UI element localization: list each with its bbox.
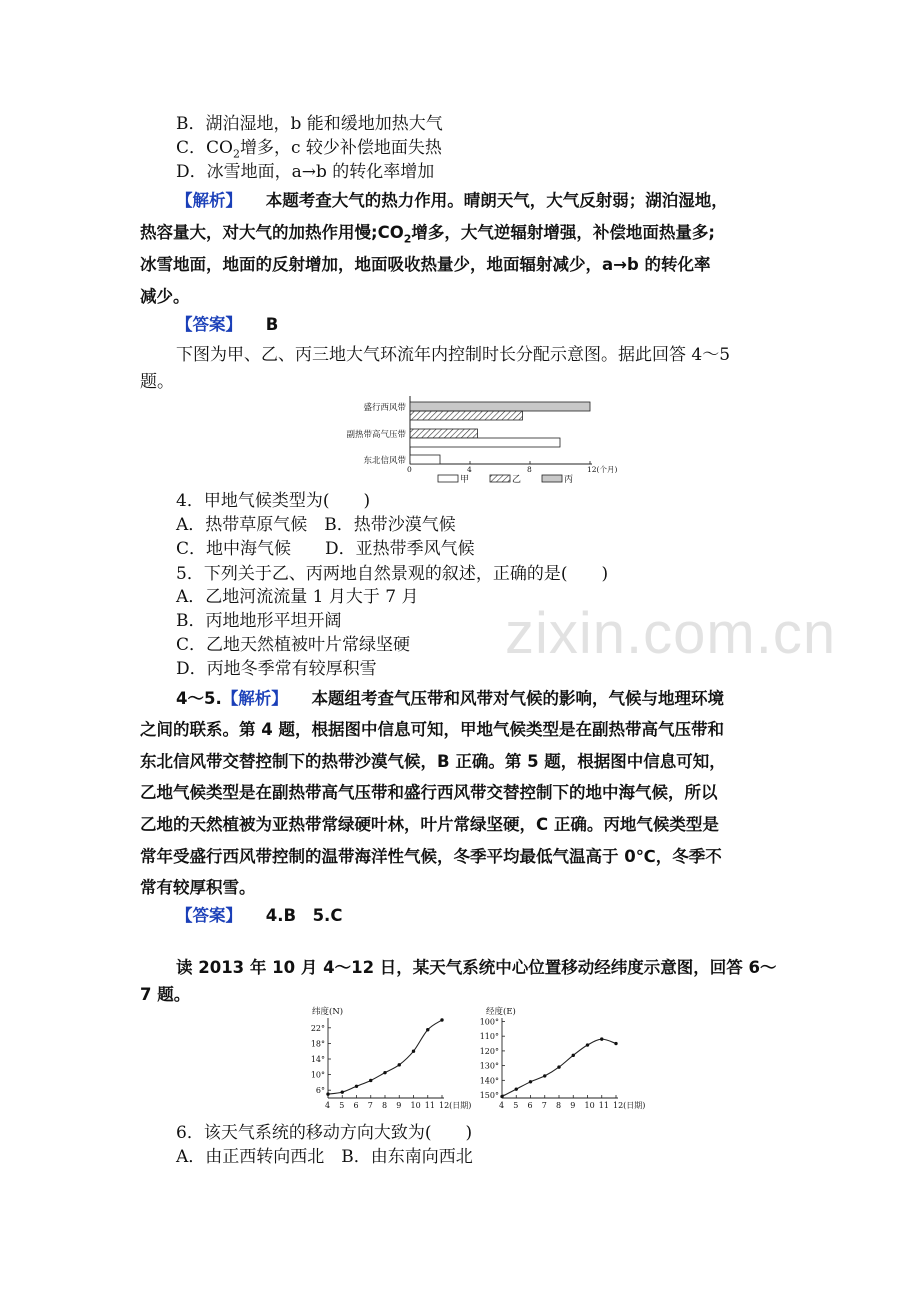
q3-answer: 【答案】 B: [176, 315, 279, 334]
x-tick-label: 4: [325, 1101, 331, 1110]
q5-option-d: D．丙地冬季常有较厚积雪: [176, 659, 377, 679]
data-point: [412, 1050, 415, 1053]
latitude-line-chart: [296, 1004, 472, 1116]
x-tick-label: 9: [570, 1101, 576, 1110]
y-tick-label: 10°: [310, 1070, 325, 1080]
data-point: [383, 1071, 386, 1074]
watermark: zixin.com.cn: [505, 601, 837, 666]
legend-label: 丙: [564, 475, 574, 485]
x-tick-label: 7: [367, 1101, 373, 1110]
y-tick-label: 14°: [310, 1055, 325, 1064]
data-point: [543, 1074, 546, 1077]
q45-analysis-line-6: 常年受盛行西风带控制的温带海洋性气候，冬季平均最低气温高于 0℃，冬季不: [140, 847, 722, 866]
bar-乙: [410, 411, 523, 420]
q3-analysis-line-1: 【解析】 本题考查大气的热力作用。晴朗天气，大气反射弱；湖泊湿地，: [176, 191, 728, 210]
x-tick-label: 9: [396, 1101, 402, 1110]
data-point: [341, 1090, 344, 1093]
x-tick-label: 5: [513, 1101, 519, 1110]
bar-丙: [410, 402, 590, 411]
q67-intro-line-2: 7 题。: [140, 985, 191, 1004]
answer-tag: 【答案】: [176, 315, 242, 334]
x-tick-label: 8: [382, 1101, 388, 1110]
x-tick-label: 7: [541, 1101, 547, 1110]
q5-option-a: A．乙地河流流量 1 月大于 7 月: [176, 587, 419, 607]
q45-analysis-line-7: 常有较厚积雪。: [140, 878, 256, 897]
q3-option-c: C．$CO_2$增多，c 较少补偿地面失热: [176, 138, 442, 161]
x-tick-label: 6: [527, 1101, 533, 1110]
q67-intro-line-1: 读 2013 年 10 月 4～12 日，某天气系统中心位置移动经纬度示意图，回答 6～: [176, 958, 777, 977]
longitude-line-chart: [466, 1004, 646, 1116]
data-point: [440, 1018, 443, 1021]
circulation-bar-chart: [320, 392, 640, 488]
y-tick-label: 120°: [479, 1046, 499, 1056]
data-point: [515, 1087, 518, 1090]
bar-甲: [410, 455, 440, 464]
analysis-tag: 【解析】: [176, 191, 242, 210]
x-tick-label: 4: [467, 465, 472, 474]
q3-option-b: B．湖泊湿地，b 能和缓地加热大气: [176, 114, 443, 134]
legend-swatch-甲: [438, 475, 458, 482]
x-tick-label: 12(日期): [439, 1101, 472, 1110]
data-point: [398, 1063, 401, 1066]
q3-analysis-line-2: 热容量大，对大气的加热作用慢$;CO_2$增多，大气逆辐射增强，补偿地面热量多;: [140, 223, 715, 246]
answer-tag: 【答案】: [176, 906, 242, 925]
x-tick-label: 6: [353, 1101, 359, 1110]
data-point: [586, 1043, 589, 1046]
y-axis-label: 经度(E): [486, 1007, 516, 1017]
series-line: [328, 1020, 442, 1094]
q4-stem: 4．甲地气候类型为( ): [176, 491, 371, 511]
x-tick-label: 12(日期): [613, 1101, 646, 1110]
data-point: [557, 1065, 560, 1068]
data-point: [369, 1079, 372, 1082]
q5-option-b: B．丙地地形平坦开阔: [176, 611, 342, 631]
data-point: [529, 1080, 532, 1083]
q6-options-ab: A．由正西转向西北 B．由东南向西北: [176, 1147, 473, 1167]
q45-analysis-line-1: 4～5.【解析】 本题组考查气压带和风带对气候的影响，气候与地理环境: [176, 689, 724, 708]
y-tick-label: 130°: [479, 1061, 499, 1071]
q5-option-c: C．乙地天然植被叶片常绿坚硬: [176, 635, 411, 655]
q3-option-d: D．冰雪地面，a→b 的转化率增加: [176, 162, 435, 182]
x-tick-label: 10: [410, 1101, 421, 1110]
legend-label: 乙: [512, 475, 522, 485]
category-label: 盛行西风带: [363, 403, 406, 413]
data-point: [600, 1037, 603, 1040]
data-point: [326, 1092, 329, 1095]
x-tick-label: 4: [499, 1101, 505, 1110]
category-label: 东北信风带: [363, 456, 406, 466]
data-point: [572, 1054, 575, 1057]
y-axis-label: 纬度(N): [312, 1007, 344, 1017]
data-point: [426, 1028, 429, 1031]
x-tick-label: 8: [556, 1101, 562, 1110]
legend-label: 甲: [460, 475, 470, 485]
q45-answer: 【答案】 4.B 5.C: [176, 906, 343, 925]
x-tick-label: 5: [339, 1101, 345, 1110]
x-tick-label: 0: [407, 465, 412, 474]
q45-analysis-line-4: 乙地气候类型是在副热带高气压带和盛行西风带交替控制下的地中海气候，所以: [140, 783, 718, 802]
q45-analysis-line-2: 之间的联系。第 4 题，根据图中信息可知，甲地气候类型是在副热带高气压带和: [140, 720, 724, 739]
q4-options-ab: A．热带草原气候 B．热带沙漠气候: [176, 515, 456, 535]
x-tick-label: 8: [527, 465, 532, 474]
y-tick-label: 18°: [310, 1039, 325, 1049]
q45-analysis-line-5: 乙地的天然植被为亚热带常绿硬叶林，叶片常绿坚硬，C 正确。丙地气候类型是: [140, 815, 719, 834]
bar-乙: [410, 429, 478, 438]
q45-analysis-line-3: 东北信风带交替控制下的热带沙漠气候，B 正确。第 5 题，根据图中信息可知，: [140, 752, 726, 771]
y-tick-label: 110°: [479, 1032, 499, 1042]
y-tick-label: 140°: [479, 1076, 499, 1086]
data-point: [355, 1085, 358, 1088]
q5-stem: 5．下列关于乙、丙两地自然景观的叙述，正确的是( ): [176, 564, 609, 584]
q4-options-cd: C．地中海气候 D．亚热带季风气候: [176, 539, 475, 559]
q3-analysis-line-4: 减少。: [140, 287, 190, 306]
q45-intro-line-1: 下图为甲、乙、丙三地大气环流年内控制时长分配示意图。据此回答 4～5: [176, 345, 731, 365]
y-tick-label: 22°: [310, 1023, 325, 1033]
category-label: 副热带高气压带: [346, 430, 406, 440]
y-tick-label: 150°: [479, 1091, 499, 1101]
x-tick-label: 12(个月): [587, 465, 618, 474]
q6-stem: 6．该天气系统的移动方向大致为( ): [176, 1123, 473, 1143]
q3-analysis-line-3: 冰雪地面，地面的反射增加，地面吸收热量少，地面辐射减少，a→b 的转化率: [140, 255, 711, 274]
q45-intro-line-2: 题。: [140, 372, 174, 392]
legend-swatch-丙: [542, 475, 562, 482]
bar-甲: [410, 438, 560, 447]
legend-swatch-乙: [490, 475, 510, 482]
data-point: [500, 1095, 503, 1098]
analysis-tag: 【解析】: [221, 689, 288, 708]
x-tick-label: 11: [598, 1101, 609, 1110]
x-tick-label: 10: [584, 1101, 595, 1110]
data-point: [614, 1042, 617, 1045]
y-tick-label: 100°: [479, 1017, 499, 1027]
x-tick-label: 11: [424, 1101, 435, 1110]
y-tick-label: 6°: [315, 1086, 325, 1096]
